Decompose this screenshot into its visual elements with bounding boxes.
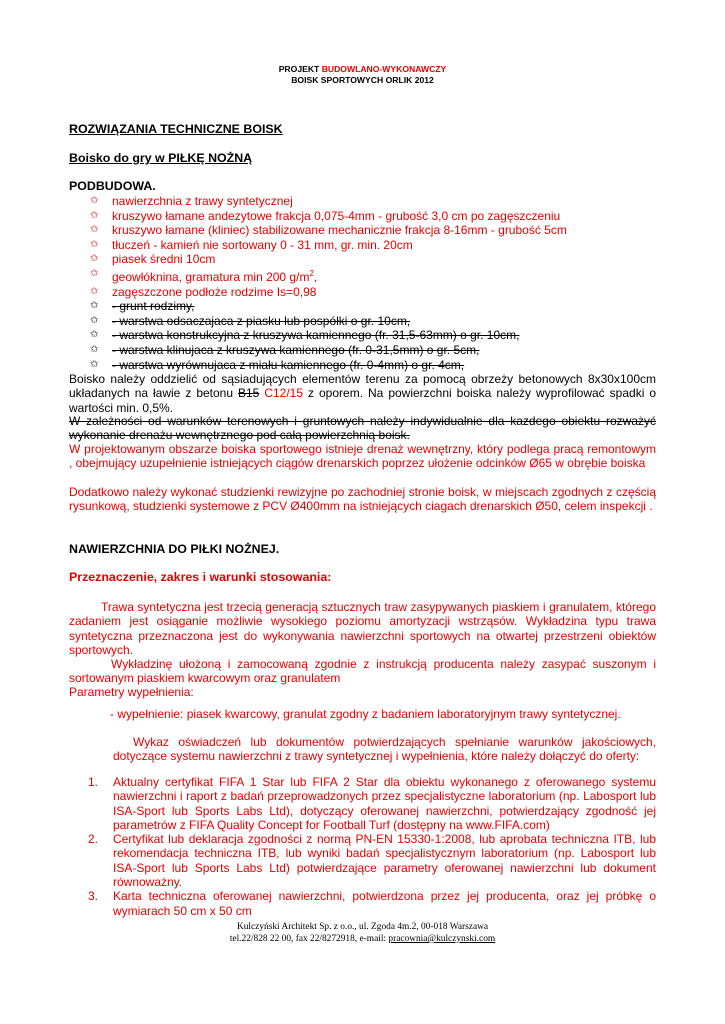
star-bullet-icon: ✩ xyxy=(90,209,99,221)
struck-list-item xyxy=(90,328,567,343)
list-item xyxy=(90,285,567,300)
list-item-text: - warstwa klinujaca z kruszywa kamiennego (fr. 0-31,5mm) o gr. 5cm, xyxy=(112,342,480,357)
list-number: 1. xyxy=(88,775,99,789)
list-item xyxy=(90,252,567,267)
struck-list-item xyxy=(90,358,567,373)
list-item-text: Certyfikat lub deklaracja zgodności z normą PN-EN 15330-1:2008, lub aprobata techniczna ITB, lub rekomendacja techniczna ITB, lub wyniki badań specjalistycznym laboratorium (np. Labosport lub ISA-Sport lub Sports Labs Ltd) potwierdzające parametry oferowanej nawierzchni lub dokument równoważny. xyxy=(113,832,656,890)
list-item xyxy=(90,238,567,253)
paragraph-drenaz: W projektowanym obszarze boiska sportowego istnieje drenaż wewnętrzny, który podlega pracą remontowym , obejmujący uzupełnienie istniejących ciągów drenarskich poprzez ułożenie odcinków Ø65 w obrębie boiska xyxy=(69,442,656,471)
star-bullet-icon: ✩ xyxy=(90,300,99,312)
paragraph-drenaz-struck: W zależności od warunków terenowych i gruntowych należy indywidualnie dla kazdego obiektu rozważyć wykonanie drenażu wewnętrznego pod całą powierzchnią boisk. xyxy=(69,414,656,443)
header-project-type: BUDOWLANO-WYKONAWCZY xyxy=(321,64,447,74)
struck-list-item xyxy=(90,314,567,329)
requirements-list xyxy=(88,775,656,918)
footer-email-link[interactable]: pracownia@kulczynski.com xyxy=(388,934,496,944)
list-item-text: - grunt rodzimy, xyxy=(112,299,195,314)
podbudowa-title: PODBUDOWA. xyxy=(69,179,156,193)
list-item-text: Aktualny certyfikat FIFA 1 Star lub FIFA 2 Star dla obiektu wykonanego z oferowanego systemu nawierzchni i raport z badań przeprowadzonych przez specjalistyczne laboratorium (np. Labosport lub ISA-Sport lub Sports Labs Ltd), dotyczący oferowanej nawierzchni, potwierdzający zgodność jej parametrów z FIFA Quality Concept for Football Turf (dostępny na www.FIFA.com) xyxy=(113,775,656,832)
list-number: 3. xyxy=(88,889,99,904)
header-project-label: PROJEKT xyxy=(278,64,322,74)
list-item xyxy=(90,223,567,238)
wypelnienie-text: - wypełnienie: piasek kwarcowy, granulat zgodny z badaniem laboratoryjnym trawy syntetycznej. xyxy=(110,707,621,721)
list-item-text: - warstwa odsaczajaca z piasku lub pospółki o gr. 10cm, xyxy=(112,313,411,328)
nawierzchnia-title: NAWIERZCHNIA DO PIŁKI NOŻNEJ. xyxy=(69,542,280,556)
page-header xyxy=(0,64,725,86)
paragraph-wykladzina: Wykładzinę ułożoną i zamocowaną zgodnie z instrukcją producenta należy zasypać suszonym i sortowanym piaskiem kwarcowym oraz granulatem xyxy=(69,657,656,686)
struck-text: B15 xyxy=(238,386,260,401)
wykaz-paragraph: Wykaz oświadczeń lub dokumentów potwierdzających spełnianie warunków jakościowych, dotyczące systemu nawierzchni z trawy syntetycznej i wypełnienia, które należy dołączyć do oferty: xyxy=(113,735,656,764)
star-bullet-icon: ✩ xyxy=(90,267,99,279)
star-bullet-icon: ✩ xyxy=(90,329,99,341)
paragraph-trawa: Trawa syntetyczna jest trzecią generacją sztucznych traw zasypywanych piaskiem i granulatem, którego zadaniem jest osiąganie możliwie wysokiego poziomu amortyzacji wstrząsów. Wykładzina typu trawa syntetyczna przeznaczona jest do wykonywania nawierzchni sportowych na otwartej przestrzeni obiektów sportowych. xyxy=(69,600,656,657)
star-bullet-icon: ✩ xyxy=(90,314,99,326)
parametry-label: Parametry wypełnienia: xyxy=(69,685,194,699)
list-number: 2. xyxy=(88,832,99,847)
page-footer xyxy=(0,921,725,945)
struck-list-item xyxy=(90,299,567,314)
paragraph-obrzeza xyxy=(69,372,656,415)
list-item-text: piasek średni 10cm xyxy=(112,252,216,267)
list-item xyxy=(90,209,567,224)
star-bullet-icon: ✩ xyxy=(90,224,99,236)
star-bullet-icon: ✩ xyxy=(90,253,99,265)
star-bullet-icon: ✩ xyxy=(90,285,99,297)
footer-contact xyxy=(0,933,725,945)
list-item-text: - warstwa wyrównujaca z miału kamiennego (fr. 0-4mm) o gr. 4cm, xyxy=(112,357,465,372)
podbudowa-list xyxy=(90,194,567,372)
star-bullet-icon: ✩ xyxy=(90,343,99,355)
list-item-text: nawierzchnia z trawy syntetycznej xyxy=(112,194,293,208)
list-item-text: Karta techniczna oferowanej nawierzchni, potwierdzona przez jej producenta, oraz jej próbkę o wymiarach 50 cm x 50 cm xyxy=(113,889,656,918)
list-item-text: - warstwa konstrukcyjna z kruszywa kamiennego (fr. 31,5-63mm) o gr. 10cm, xyxy=(112,328,520,343)
list-item xyxy=(88,889,656,918)
przeznaczenie-title: Przeznaczenie, zakres i warunki stosowania: xyxy=(69,570,332,584)
list-item xyxy=(88,832,656,889)
footer-phone: tel.22/828 22 00, fax 22/8272918, e-mail: xyxy=(229,934,389,944)
red-text: C12/15 xyxy=(259,386,304,401)
star-bullet-icon: ✩ xyxy=(90,195,99,206)
star-bullet-icon: ✩ xyxy=(90,238,99,250)
header-line-2: BOISK SPORTOWYCH ORLIK 2012 xyxy=(291,75,434,85)
subsection-title: Boisko do gry w PIŁKĘ NOŻNĄ xyxy=(69,151,253,165)
list-item-text: kruszywo łamane (kliniec) stabilizowane mechanicznie frakcja 8-16mm - grubość 5cm xyxy=(112,223,567,238)
header-line-1 xyxy=(0,64,725,75)
list-item xyxy=(90,194,567,209)
struck-list-item xyxy=(90,343,567,358)
star-bullet-icon: ✩ xyxy=(90,358,99,370)
list-item-text: zagęszczone podłoże rodzime Is=0,98 xyxy=(112,284,317,299)
paragraph-studzienki: Dodatkowo należy wykonać studzienki rewizyjne po zachodniej stronie boisk, w miejscach zgodnych z częścią rysunkową, studzienki systemowe z PCV Ø400mm na istniejących ciagach drenarskich Ø50, celem inspekcji . xyxy=(69,485,656,514)
list-item: ✩ geowłóknina, gramatura min 200 $g/m^2$, xyxy=(90,267,318,284)
list-item-text: geowłóknina, gramatura min 200 g/m xyxy=(112,269,310,284)
list-item-text: tłuczeń - kamień nie sortowany 0 - 31 mm, gr. min. 20cm xyxy=(112,237,413,252)
superscript: 2 xyxy=(309,268,314,278)
text-run: z oporem. Na powierzchni boiska należy wyprofilować spadki o wartości min. 0,5%. xyxy=(69,386,657,415)
text-run: Boisko należy oddzielić od sąsiadujących elementów terenu za pomocą obrzeży betonowych 8x30x100cm układanych na ławie z betonu xyxy=(69,372,656,401)
list-item xyxy=(88,775,656,832)
list-item-text: kruszywo łamane andezytowe frakcja 0,075-4mm - grubość 3,0 cm po zagęszczeniu xyxy=(112,208,561,223)
section-title: ROZWIĄZANIA TECHNICZNE BOISK xyxy=(69,122,283,136)
footer-address: Kulczyński Architekt Sp. z o.o., ul. Zgoda 4m.2, 00-018 Warszawa xyxy=(236,922,489,932)
